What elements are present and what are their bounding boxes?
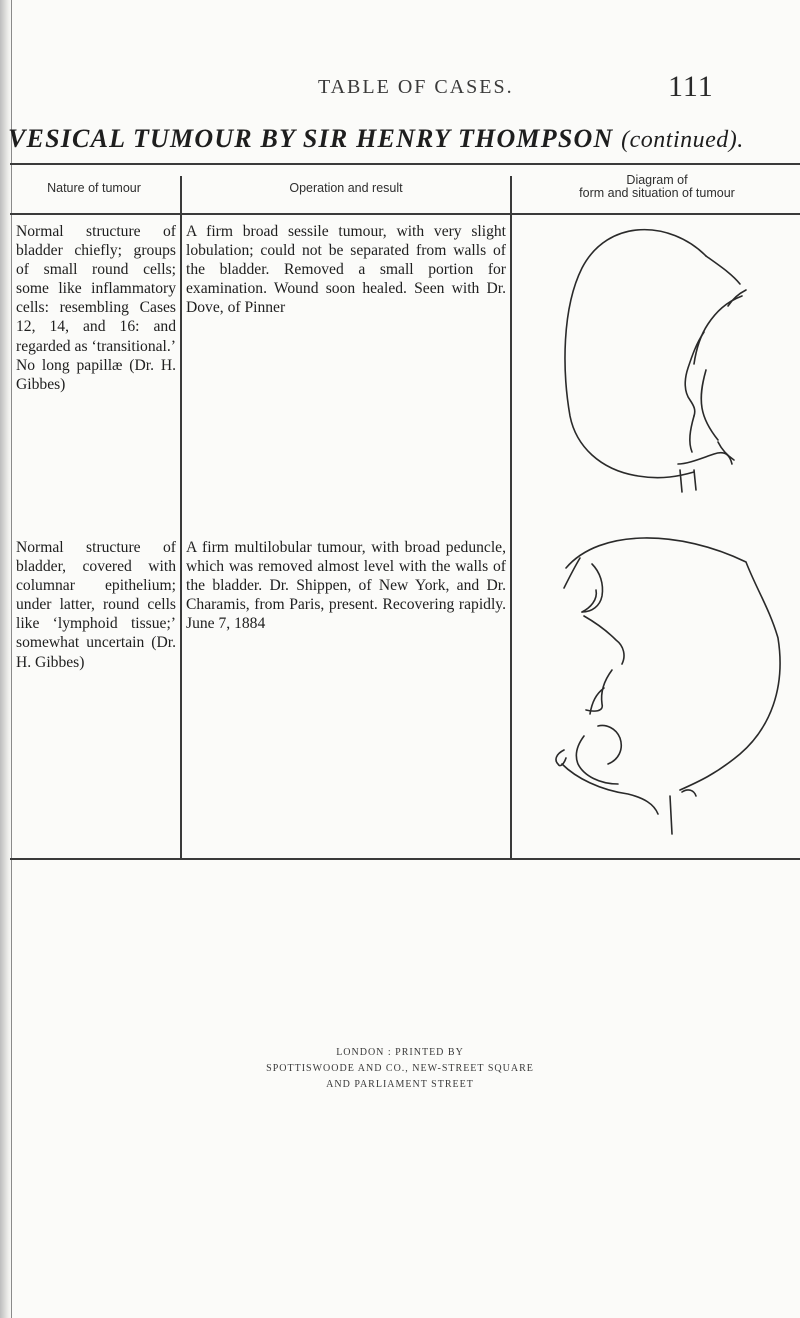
header-nature: Nature of tumour bbox=[47, 181, 141, 195]
row1-operation: A firm broad sessile tumour, with very slight lobulation; could not be separated from walls of the bladder. Removed a small portion for examination. Wound soon healed. Seen with Dr. Dove, of Pinner bbox=[186, 223, 506, 317]
printer-imprint bbox=[0, 1045, 800, 1093]
header-bottom-rule bbox=[10, 213, 800, 215]
running-head bbox=[0, 70, 800, 110]
table-title-text: VESICAL TUMOUR BY SIR HENRY THOMPSON bbox=[8, 124, 614, 153]
header-diagram-line1: Diagram of bbox=[626, 173, 688, 187]
row2-nature: Normal structure of bladder, covered with columnar epithelium; under latter, round cells like ‘lymphoid tissue;’ somewhat uncertain (Dr. H. Gibbes) bbox=[16, 539, 176, 671]
row1-nature: Normal structure of bladder chiefly; groups of small round cells; some like inflammatory cells: resembling Cases 12, 14, and 16: and regarded as ‘transitional.’ No long papillæ (Dr. H. Gibbes) bbox=[16, 223, 176, 393]
imprint-line-2: SPOTTISWOODE AND CO., NEW-STREET SQUARE bbox=[266, 1063, 534, 1074]
table-top-rule bbox=[10, 163, 800, 165]
column-divider-1 bbox=[180, 176, 182, 858]
header-operation: Operation and result bbox=[289, 181, 403, 195]
table-title bbox=[8, 124, 798, 154]
bladder-diagram-multilobular-tumour-icon bbox=[520, 528, 800, 838]
row2-operation: A firm multilobular tumour, with broad peduncle, which was removed almost level with the walls of the bladder. Dr. Shippen, of New York, and Dr. Charamis, from Paris, present. Recovering rapidly. June 7, 1884 bbox=[186, 539, 506, 633]
bladder-diagram-sessile-tumour-icon bbox=[520, 220, 800, 500]
table-title-continued: (continued). bbox=[621, 127, 744, 153]
imprint-line-1: LONDON : PRINTED BY bbox=[336, 1047, 464, 1058]
column-divider-2 bbox=[510, 176, 512, 858]
table-bottom-rule bbox=[10, 858, 800, 860]
running-title: TABLE OF CASES. bbox=[318, 76, 514, 98]
page-number: 111 bbox=[668, 70, 714, 103]
header-diagram bbox=[514, 174, 800, 200]
imprint-line-3: AND PARLIAMENT STREET bbox=[326, 1079, 474, 1090]
header-diagram-line2: form and situation of tumour bbox=[579, 186, 735, 200]
binding-line bbox=[11, 0, 12, 1318]
